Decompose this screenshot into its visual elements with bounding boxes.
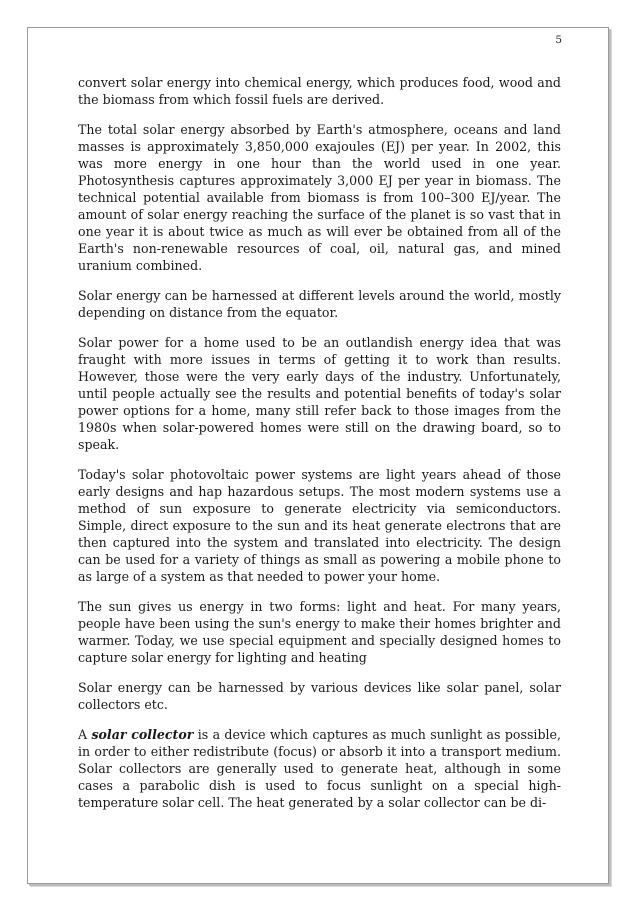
document-body (78, 74, 561, 824)
paragraph-home-solar-history: Solar power for a home used to be an outlandish energy idea that was fraught with more issues in terms of getting it to work than results. However, those were the very early days of the industry. Unfortunately, until people actually see the results and potential benefits of today's solar power options for a home, many still refer back to those images from the 1980s when solar-powered homes were still on the drawing board, so to speak. (78, 335, 561, 452)
paragraph-solar-collector (78, 726, 561, 811)
paragraph-harness-devices: Solar energy can be harnessed by various devices like solar panel, solar collectors etc. (78, 680, 561, 712)
page-number: 5 (555, 34, 562, 46)
paragraph-harness-levels: Solar energy can be harnessed at different levels around the world, mostly depending on distance from the equator. (78, 288, 561, 320)
paragraph-solar-energy-total: The total solar energy absorbed by Earth's atmosphere, oceans and land masses is approximately 3,850,000 exajoules (EJ) per year. In 2002, this was more energy in one hour than the world used in one year. Photosynthesis captures approximately 3,000 EJ per year in biomass. The technical potential available from biomass is from 100–300 EJ/year. The amount of solar energy reaching the surface of the planet is so vast that in one year it is about twice as much as will ever be obtained from all of the Earth's non-renewable resources of coal, oil, natural gas, and mined uranium combined. (78, 122, 561, 273)
solar-collector-term: solar collector (91, 727, 194, 742)
paragraph-photovoltaic-systems: Today's solar photovoltaic power systems are light years ahead of those early designs and hap hazardous setups. The most modern systems use a method of sun exposure to generate electricity via semiconductors. Simple, direct exposure to the sun and its heat generate electrons that are then captured into the system and translated into electricity. The design can be used for a variety of things as small as powering a mobile phone to as large of a system as that needed to power your home. (78, 467, 561, 584)
paragraph-biomass-intro: convert solar energy into chemical energy, which produces food, wood and the biomass from which fossil fuels are derived. (78, 75, 561, 107)
solar-collector-prefix: A (78, 727, 92, 742)
solar-collector-definition: is a device which captures as much sunlight as possible, in order to either redistribute (focus) or absorb it into a transport medium. Solar collectors are generally used to generate heat, although in some cases a parabolic dish is used to focus sunlight on a special high-temperature solar cell. The heat generated by a solar collector can be di- (78, 727, 561, 810)
paragraph-light-and-heat: The sun gives us energy in two forms: light and heat. For many years, people have been using the sun's energy to make their homes brighter and warmer. Today, we use special equipment and specially designed homes to capture solar energy for lighting and heating (78, 599, 561, 665)
